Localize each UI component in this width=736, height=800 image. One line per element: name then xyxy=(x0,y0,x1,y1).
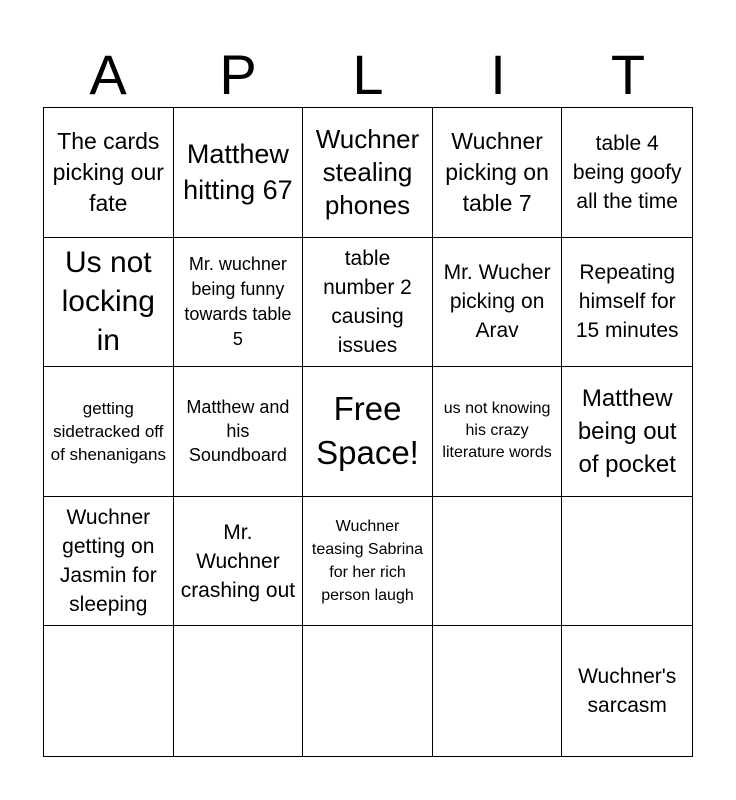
bingo-cell xyxy=(44,367,174,497)
bingo-cell-empty xyxy=(303,626,433,756)
bingo-cell-empty xyxy=(433,626,563,756)
cell-text: Repeating himself for 15 minutes xyxy=(575,261,679,343)
cell-text: The cards picking our fate xyxy=(52,127,164,216)
bingo-cell xyxy=(562,108,692,238)
bingo-cell xyxy=(174,238,304,368)
bingo-cell xyxy=(174,497,304,627)
cell-text: Mr. Wucher picking on Arav xyxy=(443,261,551,343)
bingo-cell xyxy=(44,108,174,238)
cell-text: Us not locking in xyxy=(61,246,155,358)
bingo-cell-empty xyxy=(433,497,563,627)
bingo-cell xyxy=(44,497,174,627)
header-letter: I xyxy=(490,43,506,106)
cell-text: us not knowing his crazy literature words xyxy=(442,400,552,462)
bingo-cell-empty xyxy=(562,497,692,627)
cell-text: Mr. Wuchner crashing out xyxy=(180,520,296,602)
bingo-cell xyxy=(433,108,563,238)
cell-text: Wuchner teasing Sabrina for her rich person laugh xyxy=(311,518,424,605)
cell-text: Wuchner's sarcasm xyxy=(578,665,677,718)
cell-text: getting sidetracked off of shenanigans xyxy=(50,398,166,464)
bingo-cell xyxy=(303,238,433,368)
cell-text: Matthew hitting 67 xyxy=(183,139,293,206)
bingo-board xyxy=(43,107,693,757)
cell-text: Matthew and his Soundboard xyxy=(186,397,290,466)
bingo-cell xyxy=(303,108,433,238)
bingo-cell xyxy=(44,238,174,368)
header-letter: L xyxy=(352,43,384,106)
cell-text: Wuchner picking on table 7 xyxy=(445,127,549,216)
bingo-cell xyxy=(562,626,692,756)
cell-text: Wuchner getting on Jasmin for sleeping xyxy=(59,506,157,617)
cell-text: Wuchner stealing phones xyxy=(315,123,420,220)
cell-text: table 4 being goofy all the time xyxy=(572,131,682,213)
cell-text: Mr. wuchner being funny towards table 5 xyxy=(184,253,292,349)
bingo-cell xyxy=(433,367,563,497)
cell-text: Matthew being out of pocket xyxy=(577,384,677,478)
header-letter: T xyxy=(610,43,646,106)
bingo-cell xyxy=(433,238,563,368)
header-letter: A xyxy=(89,43,127,106)
bingo-header xyxy=(43,44,693,106)
header-letter: P xyxy=(219,43,257,106)
bingo-cell-empty xyxy=(174,626,304,756)
cell-text: table number 2 causing issues xyxy=(323,246,412,357)
bingo-cell xyxy=(562,238,692,368)
bingo-cell xyxy=(562,367,692,497)
bingo-cell xyxy=(174,367,304,497)
bingo-cell xyxy=(303,497,433,627)
bingo-cell-empty xyxy=(44,626,174,756)
free-space-text: Free Space! xyxy=(316,390,419,472)
bingo-cell xyxy=(174,108,304,238)
free-space-cell xyxy=(303,367,433,497)
